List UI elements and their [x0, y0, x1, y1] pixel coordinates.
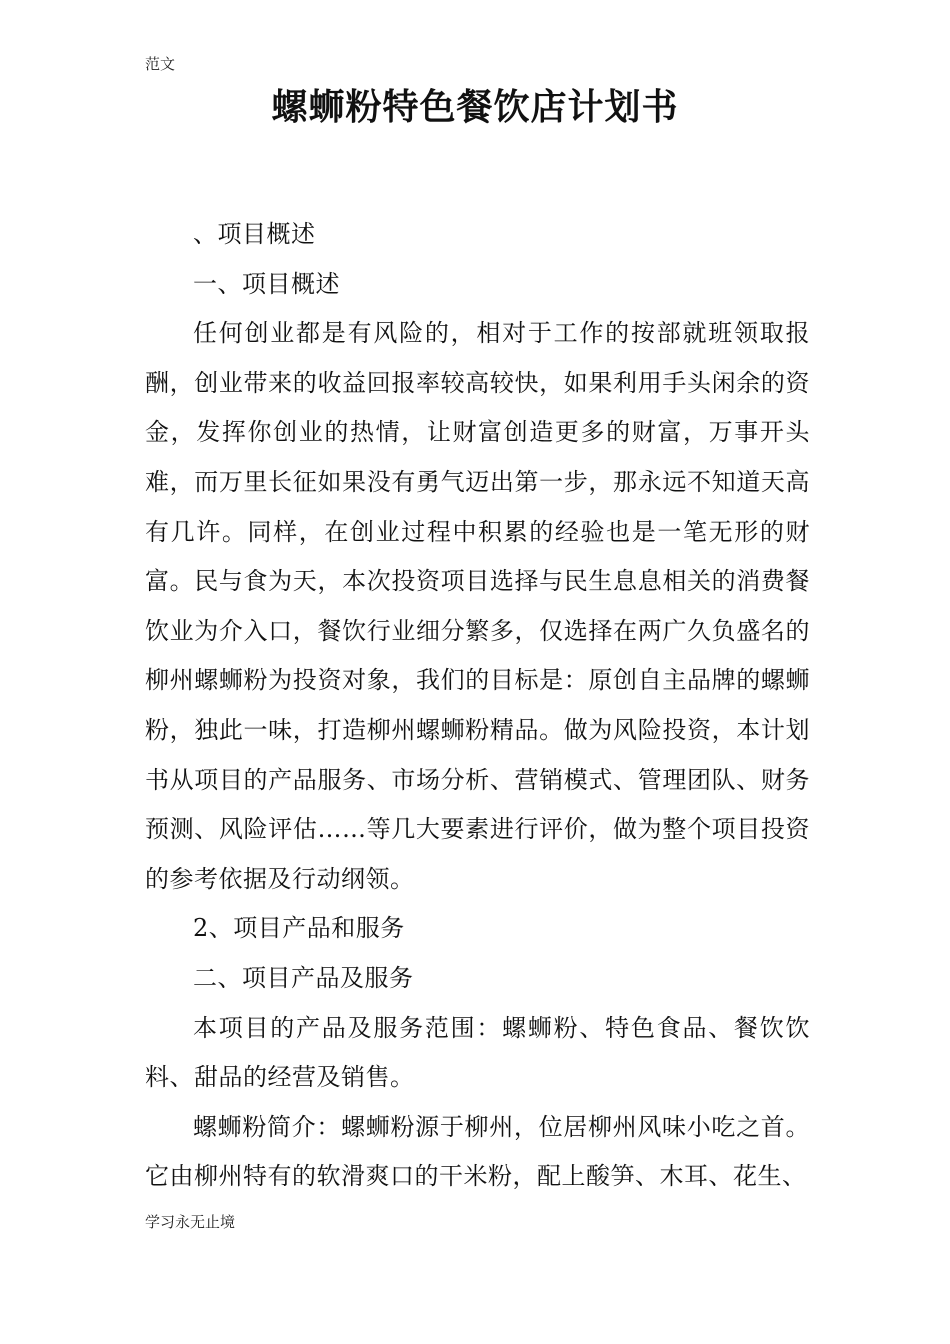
body-paragraph: 本项目的产品及服务范围：螺蛳粉、特色食品、餐饮饮料、甜品的经营及销售。 — [145, 1013, 810, 1092]
document-title: 螺蛳粉特色餐饮店计划书 — [271, 86, 679, 128]
section-heading: 二、项目产品及服务 — [193, 963, 414, 992]
body-paragraph: 螺蛳粉简介：螺蛳粉源于柳州，位居柳州风味小吃之首。它由柳州特有的软滑爽口的干米粉，配上酸笋、木耳、花生、 — [145, 1112, 810, 1191]
page-footer-label: 学习永无止境 — [145, 1213, 236, 1231]
page-header-label: 范文 — [145, 55, 176, 73]
section-heading: 、项目概述 — [193, 220, 316, 248]
document-body — [145, 210, 810, 1202]
section-heading: 一、项目概述 — [193, 269, 340, 298]
body-paragraph: 任何创业都是有风险的，相对于工作的按部就班领取报酬，创业带来的收益回报率较高较快，如果利用手头闲余的资金，发挥你创业的热情，让财富创造更多的财富，万事开头难，而万里长征如果没有勇气迈出第一步，那永远不知道天高有几许。同样，在创业过程中积累的经验也是一笔无形的财富。民与食为天，本次投资项目选择与民生息息相关的消费餐饮业为介入口，餐饮行业细分繁多，仅选择在两广久负盛名的柳州螺蛳粉为投资对象，我们的目标是：原创自主品牌的螺蛳粉，独此一味，打造柳州螺蛳粉精品。做为风险投资，本计划书从项目的产品服务、市场分析、营销模式、管理团队、财务预测、风险评估……等几大要素进行评价，做为整个项目投资的参考依据及行动纲领。 — [145, 319, 810, 893]
section-heading: 2、项目产品和服务 — [193, 914, 405, 943]
